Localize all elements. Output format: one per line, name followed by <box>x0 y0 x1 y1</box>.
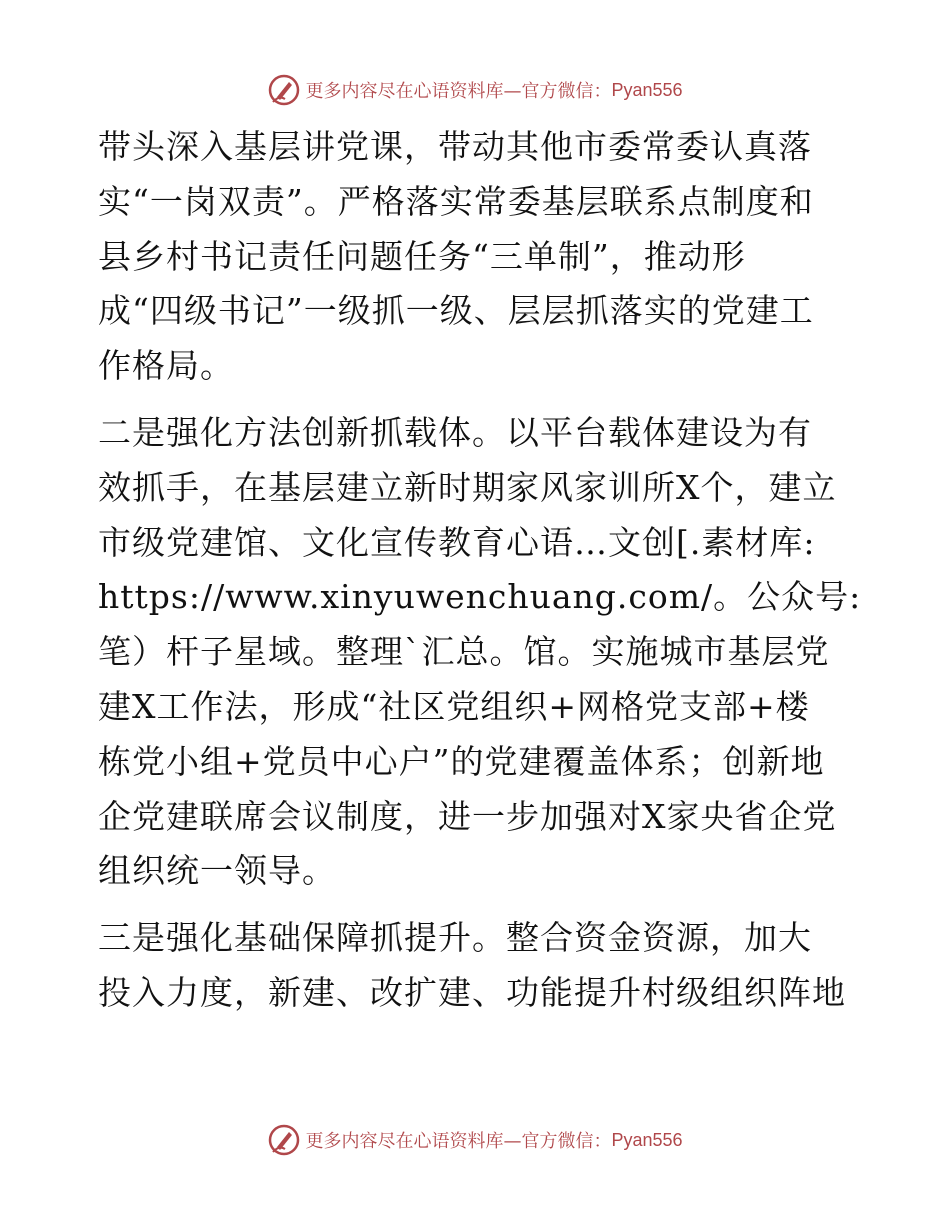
text-line: 成“四级书记”一级抓一级、层层抓落实的党建工 <box>98 291 814 331</box>
text-line: https://www.xinyuwenchuang.com/。公众号: <box>98 577 862 617</box>
paragraph-1 <box>98 120 858 394</box>
text-line: 二是强化方法创新抓载体。以平台载体建设为有 <box>98 412 812 452</box>
text-line: 企党建联席会议制度，进一步加强对X家央省企党 <box>98 796 837 836</box>
text-line: 效抓手，在基层建立新时期家风家训所X个，建立 <box>98 467 837 507</box>
header-wechat-id: Pyan556 <box>611 79 683 100</box>
footer-text: 更多内容尽在心语资料库—官方微信： <box>305 1131 612 1152</box>
text-line: 投入力度，新建、改扩建、功能提升村级组织阵地 <box>98 972 846 1012</box>
pen-logo-icon <box>267 1123 301 1157</box>
text-line: 三是强化基础保障抓提升。整合资金资源，加大 <box>98 918 812 958</box>
text-line: 建X工作法，形成“社区党组织+网格党支部+楼 <box>98 686 810 726</box>
text-line: 实“一岗双责”。严格落实常委基层联系点制度和 <box>98 181 814 221</box>
footer-wechat-id: Pyan556 <box>611 1129 683 1150</box>
text-line: 带头深入基层讲党课，带动其他市委常委认真落 <box>98 127 812 166</box>
pen-logo-icon <box>267 73 301 107</box>
text-line: 栋党小组+党员中心户”的党建覆盖体系；创新地 <box>98 741 825 781</box>
document-body <box>98 120 862 1021</box>
text-line: 组织统一领导。 <box>98 851 336 891</box>
header-text: 更多内容尽在心语资料库—官方微信： <box>305 81 612 102</box>
text-line: 笔）杆子星域。整理`汇总。馆。实施城市基层党 <box>98 632 830 672</box>
header-watermark <box>0 70 950 110</box>
footer-watermark <box>0 1120 950 1160</box>
text-line: 作格局。 <box>98 346 234 386</box>
paragraph-2 <box>98 406 862 899</box>
text-line: 市级党建馆、文化宣传教育心语…文创[.素材库: <box>98 522 816 562</box>
paragraph-3 <box>98 911 858 1021</box>
text-line: 县乡村书记责任问题任务“三单制”，推动形 <box>98 236 746 276</box>
